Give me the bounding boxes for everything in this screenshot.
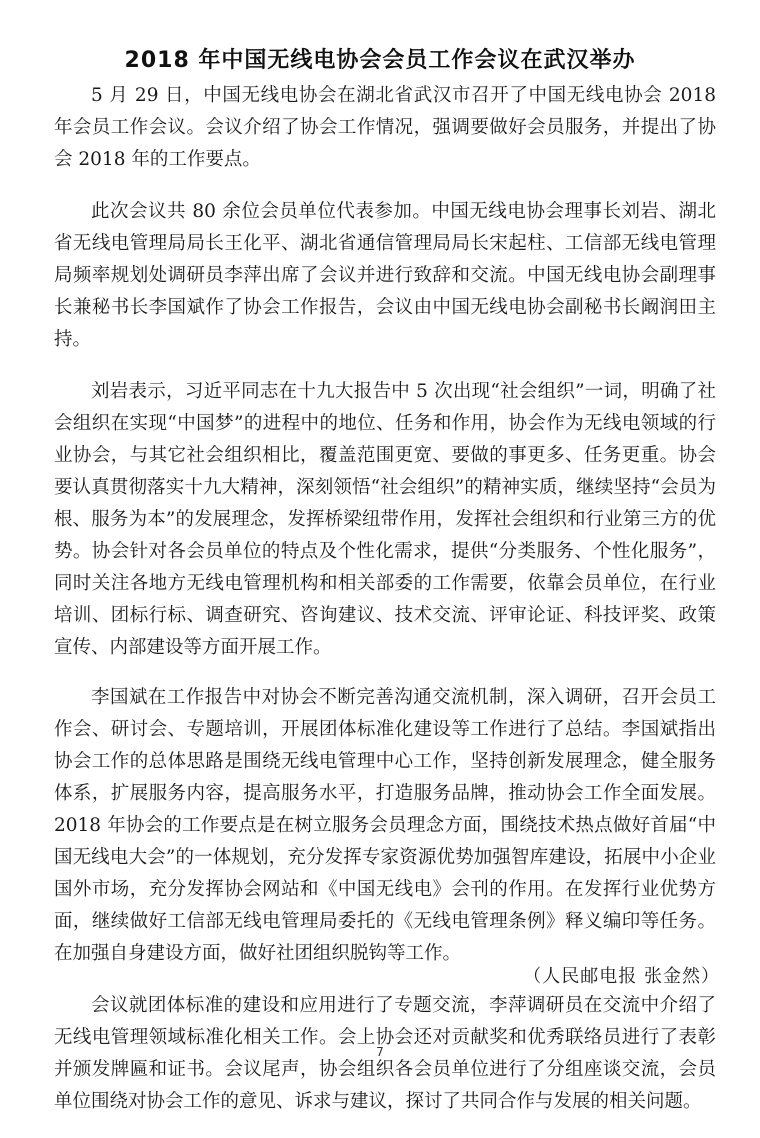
page-number: 7: [376, 1045, 384, 1059]
paragraph-3: 刘岩表示，习近平同志在十九大报告中 5 次出现“社会组织”一词，明确了社会组织在实现“中国梦”的进程中的地位、任务和作用，协会作为无线电领域的行业协会，与其它社会组织相比，覆盖范围更宽、要做的事更多、任务更重。协会要认真贯彻落实十九大精神，深刻领悟“社会组织”的精神实质，继续坚持“会员为根、服务为本”的发展理念，发挥桥梁纽带作用，发挥社会组织和行业第三方的优势。协会针对各会员单位的特点及个性化需求，提供“分类服务、个性化服务”，同时关注各地方无线电管理机构和相关部委的工作需要，依靠会员单位，在行业培训、团标行标、调查研究、咨询建议、技术交流、评审论证、科技评奖、政策宣传、内部建设等方面开展工作。: [54, 381, 716, 658]
paragraph-5: 会议就团体标准的建设和应用进行了专题交流，李萍调研员在交流中介绍了无线电管理领域标准化相关工作。会上协会还对贡献奖和优秀联络员进行了表彰并颁发牌匾和证书。会议尾声，协会组织各会员单位进行了分组座谈交流，会员单位围绕对协会工作的意见、诉求与建议，探讨了共同合作与发展的相关问题。: [54, 995, 716, 1112]
article-title: 2018 年中国无线电协会会员工作会议在武汉举办: [124, 47, 636, 73]
paragraph-1: 5 月 29 日，中国无线电协会在湖北省武汉市召开了中国无线电协会 2018 年会员工作会议。会议介绍了协会工作情况，强调要做好会员服务，并提出了协会 2018 年的工作要点。: [54, 85, 716, 170]
paragraph-4: 李国斌在工作报告中对协会不断完善沟通交流机制，深入调研，召开会员工作会、研讨会、专题培训，开展团体标准化建设等工作进行了总结。李国斌指出协会工作的总体思路是围绕无线电管理中心工作，坚持创新发展理念，健全服务体系，扩展服务内容，提高服务水平，打造服务品牌，推动协会工作全面发展。2018 年协会的工作要点是在树立服务会员理念方面，围绕技术热点做好首届“中国无线电大会”的一体规划，充分发挥专家资源优势加强智库建设，拓展中小企业国外市场，充分发挥协会网站和《中国无线电》会刊的作用。在发挥行业优势方面，继续做好工信部无线电管理局委托的《无线电管理条例》释义编印等任务。在加强自身建设方面，做好社团组织脱钩等工作。: [54, 687, 716, 964]
paragraph-2: 此次会议共 80 余位会员单位代表参加。中国无线电协会理事长刘岩、湖北省无线电管理局局长王化平、湖北省通信管理局局长宋起柱、工信部无线电管理局频率规划处调研员李萍出席了会议并进行致辞和交流。中国无线电协会副理事长兼秘书长李国斌作了协会工作报告，会议由中国无线电协会副秘书长阚润田主持。: [54, 201, 716, 350]
article-byline: （人民邮电报 张金然）: [523, 966, 720, 987]
